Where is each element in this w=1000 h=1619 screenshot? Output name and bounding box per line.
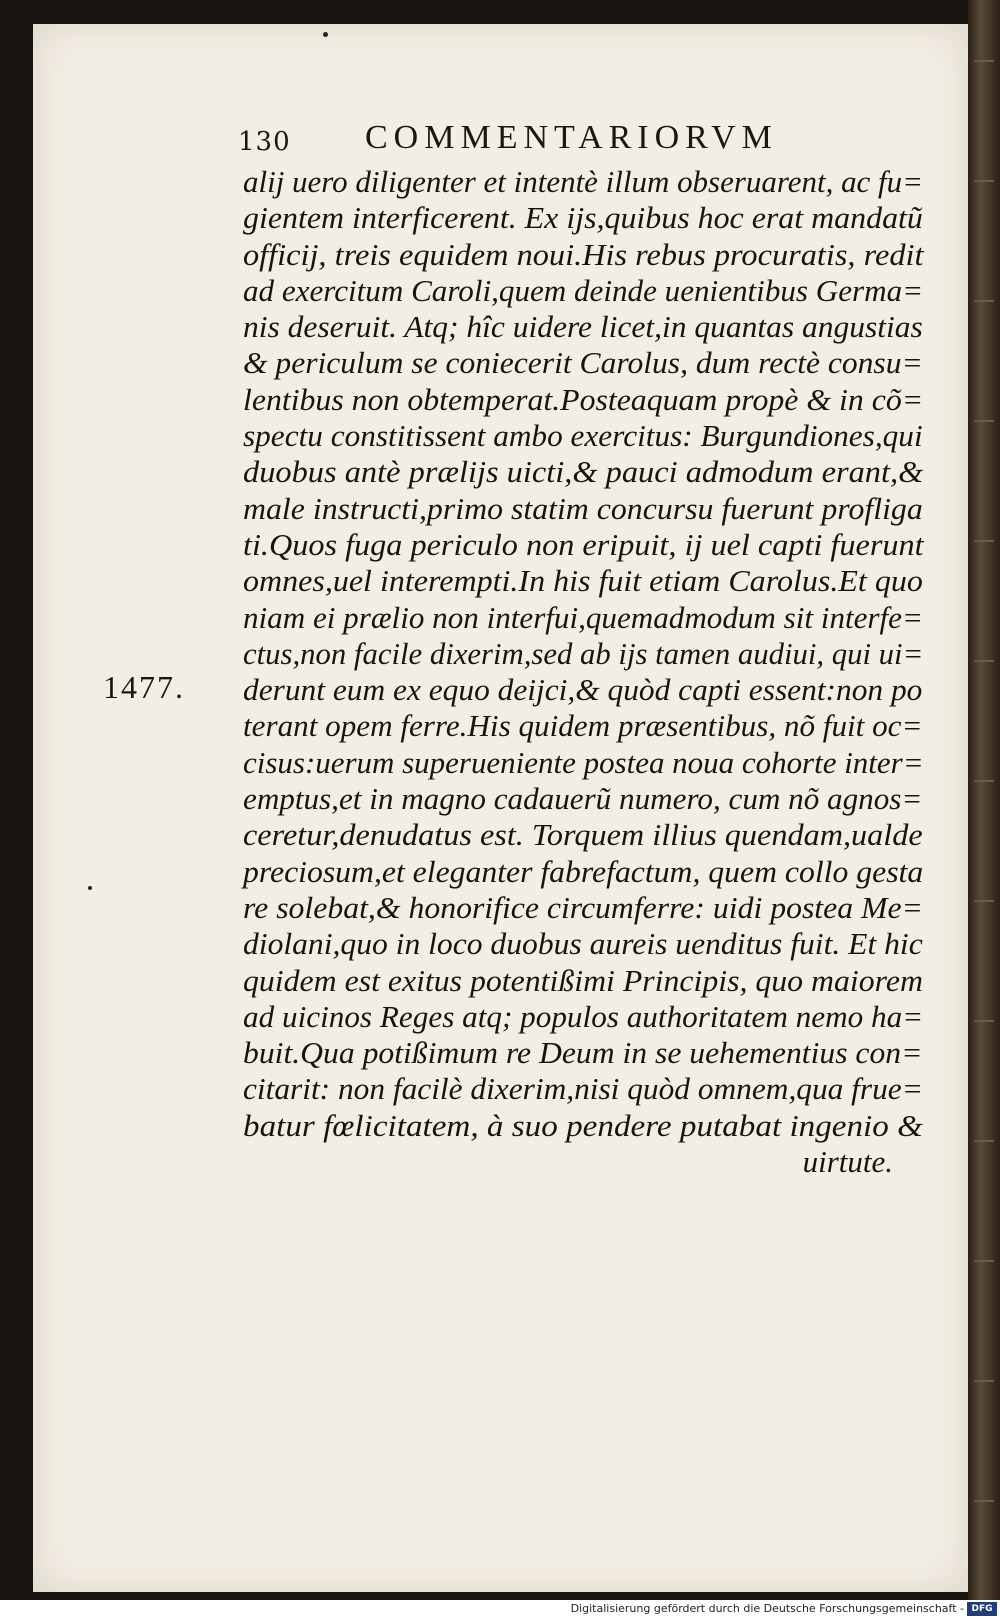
dfg-logo: DFG bbox=[967, 1602, 997, 1616]
text-line: male instructi,primo statim concursu fuerunt profliga bbox=[243, 490, 923, 526]
page-header bbox=[33, 119, 968, 159]
text-line: ctus,non facile dixerim,sed ab ijs tamen audiui, qui ui= bbox=[243, 635, 924, 671]
text-line: preciosum,et eleganter fabrefactum, quem collo gesta bbox=[243, 853, 924, 889]
page-number: 130 bbox=[238, 127, 291, 157]
text-line: derunt eum ex equo deijci,& quòd capti essent:non po bbox=[243, 672, 923, 708]
footer-credit: Digitalisierung gefördert durch die Deutsche Forschungsgemeinschaft - bbox=[570, 1602, 964, 1615]
text-line: alij uero diligenter et intentè illum obseruarent, ac fu= bbox=[243, 164, 924, 199]
text-line: gientem interficerent. Ex ijs,quibus hoc erat mandatũ bbox=[243, 200, 923, 236]
book-page bbox=[33, 24, 968, 1592]
text-line: spectu constitissent ambo exercitus: Burgundiones,qui bbox=[243, 418, 923, 454]
text-line: quidem est exitus potentißimi Principis, quo maiorem bbox=[243, 962, 923, 998]
text-line: ti.Quos fuga periculo non eripuit, ij uel capti fuerunt bbox=[243, 526, 924, 562]
ink-speck bbox=[323, 32, 328, 37]
text-line: citarit: non facilè dixerim,nisi quòd omnem,qua frue= bbox=[243, 1071, 923, 1107]
margin-note-year: 1477. bbox=[103, 669, 185, 705]
text-line: diolani,quo in loco duobus aureis uenditus fuit. Et hic bbox=[243, 926, 923, 962]
text-line: omnes,uel interempti.In his fuit etiam Carolus.Et quo bbox=[243, 563, 923, 599]
text-line: niam ei prælio non interfui,quemadmodum sit interfe= bbox=[243, 599, 923, 635]
text-line: ceretur,denudatus est. Torquem illius quendam,ualde bbox=[243, 817, 923, 853]
text-line: batur fœlicitatem, à suo pendere putabat ingenio & bbox=[243, 1107, 923, 1143]
digitization-footer bbox=[0, 1600, 1000, 1619]
text-line: duobus antè prælijs uicti,& pauci admodum erant,& bbox=[243, 454, 924, 490]
book-edge bbox=[968, 0, 1000, 1600]
text-line: lentibus non obtemperat.Posteaquam propè & in cõ= bbox=[243, 381, 924, 417]
text-line: officij, treis equidem noui.His rebus procuratis, redit bbox=[243, 236, 924, 272]
text-line: & periculum se coniecerit Carolus, dum rectè consu= bbox=[243, 345, 923, 381]
text-line: buit.Qua potißimum re Deum in se uehementius con= bbox=[243, 1035, 923, 1071]
text-line: terant opem ferre.His quidem præsentibus, nõ fuit oc= bbox=[243, 708, 923, 744]
body-text bbox=[243, 164, 923, 1180]
text-line: re solebat,& honorifice circumferre: uidi postea Me= bbox=[243, 889, 923, 925]
text-line: cisus:uerum superueniente postea noua cohorte inter= bbox=[243, 744, 924, 780]
running-title: COMMENTARIORVM bbox=[365, 119, 778, 156]
text-line: ad uicinos Reges atq; populos authoritatem nemo ha= bbox=[243, 998, 924, 1034]
text-line: uirtute. bbox=[802, 1144, 893, 1180]
text-line: ad exercitum Caroli,quem deinde uenientibus Germa= bbox=[243, 272, 924, 308]
text-line: nis deseruit. Atq; hîc uidere licet,in quantas angustias bbox=[243, 309, 923, 345]
text-line: emptus,et in magno cadauerũ numero, cum nõ agnos= bbox=[243, 781, 923, 817]
ink-speck bbox=[88, 886, 92, 890]
